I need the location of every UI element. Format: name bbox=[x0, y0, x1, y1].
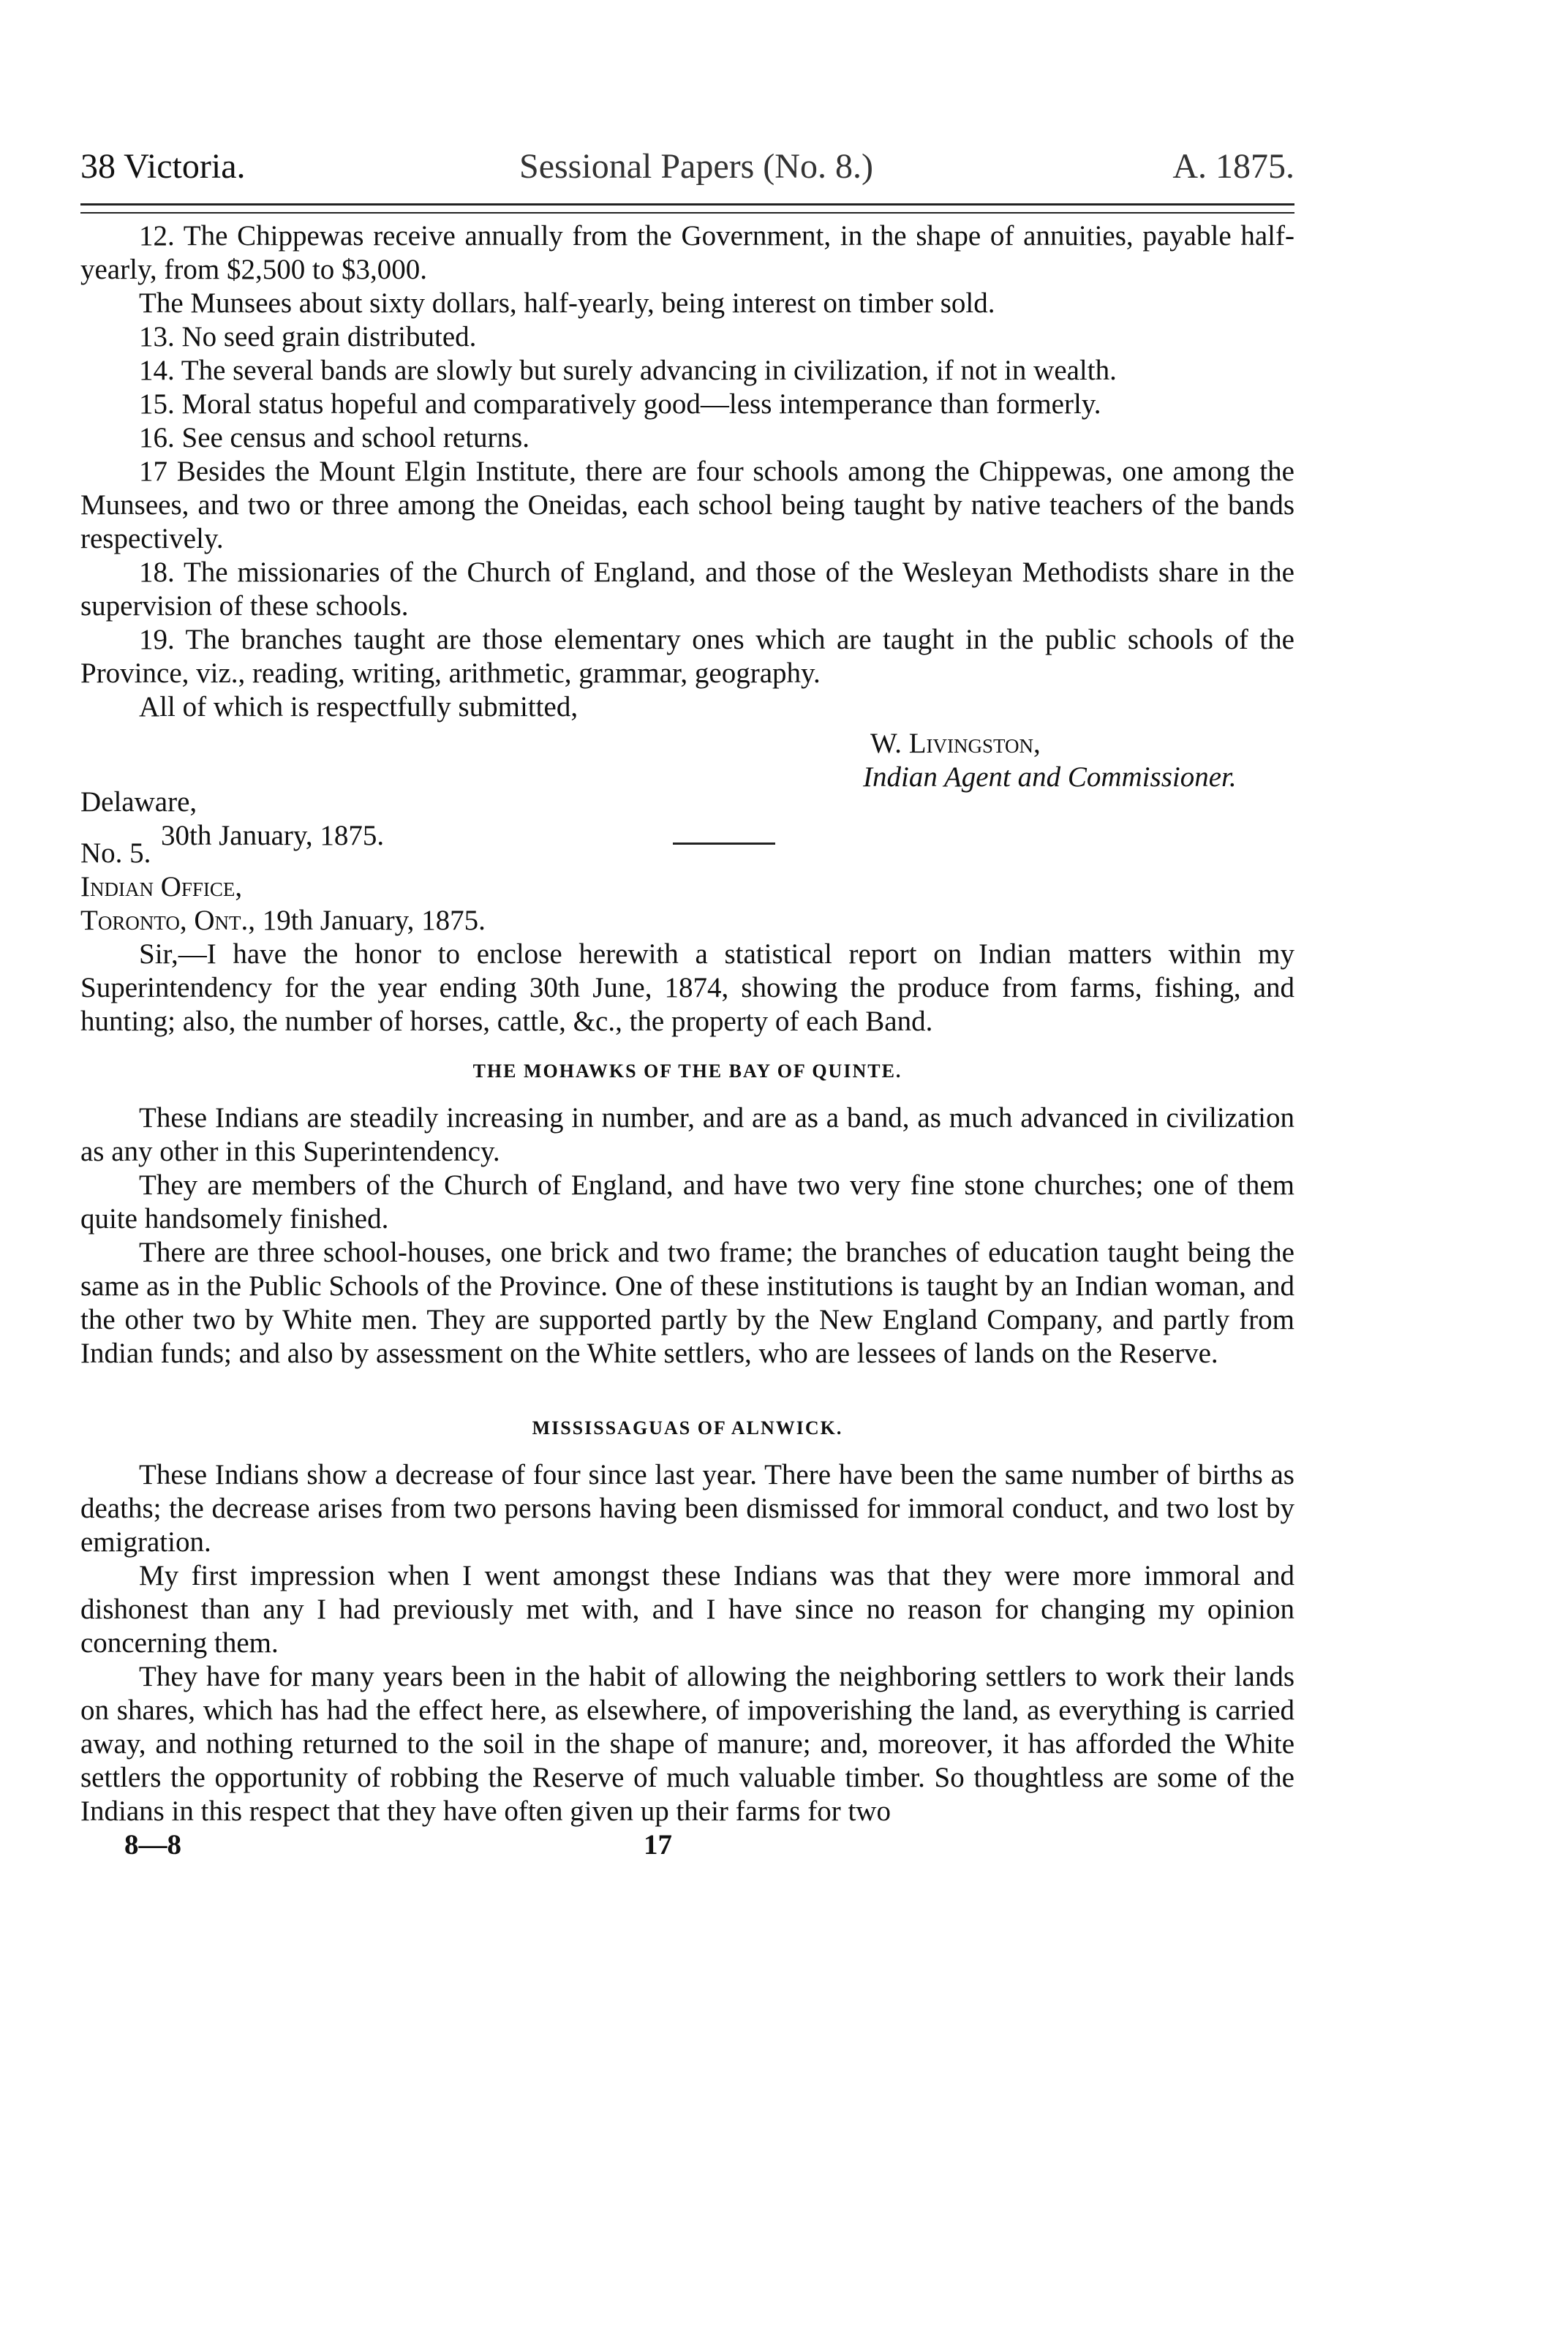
printer-signature: 8—8 bbox=[124, 1829, 181, 1861]
sign-date: 30th January, 1875. bbox=[161, 820, 385, 851]
header-papers: Sessional Papers (No. 8.) bbox=[519, 147, 873, 186]
page-number: 17 bbox=[644, 1829, 672, 1861]
header-year: A. 1875. bbox=[1172, 147, 1294, 186]
sign-place: Delaware, bbox=[80, 786, 197, 818]
mississaguas-paragraph-3: They have for many years been in the habit of allowing the neighboring settlers to work their lands on shares, which has had the effect here, as elsewhere, of impoverishing the land, as everything is carried away, and nothing returned to the soil in the shape of manure; and, moreover, it has afforded the White settlers the opportunity of robbing the Reserve of much valuable timber. So thoughtless are some of the Indians in this respect that they have often given up their farms for two bbox=[80, 1661, 1294, 1827]
paragraph-12b: The Munsees about sixty dollars, half-yearly, being interest on timber sold. bbox=[139, 287, 995, 319]
header-session: 38 Victoria. bbox=[80, 147, 246, 186]
letter-location: Toronto, Ont., bbox=[80, 905, 255, 936]
mohawks-paragraph-3: There are three school-houses, one brick and two frame; the branches of education taught being the same as in the Public Schools of the Province. One of these institutions is taught by an Indian woman, and the other two by White men. They are supported partly by the New England Company, and partly from Indian funds; and also by assessment on the White settlers, who are lessees of lands on the Reserve. bbox=[80, 1237, 1294, 1369]
paragraph-14: 14. The several bands are slowly but surely advancing in civilization, if not in wealth. bbox=[139, 355, 1117, 386]
signer-title: Indian Agent and Commissioner. bbox=[863, 761, 1237, 793]
letter-opening: Sir,—I have the honor to enclose herewith a statistical report on Indian matters within my Superintendency for the year ending 30th June, 1874, showing the produce from farms, fishing, and hunting; also, the number of horses, cattle, &c., the property of each Band. bbox=[80, 938, 1294, 1037]
header-double-rule bbox=[80, 203, 1294, 214]
section-divider bbox=[673, 843, 775, 845]
running-header bbox=[80, 146, 1294, 190]
paragraph-12: 12. The Chippewas receive annually from the Government, in the shape of annuities, payable half-yearly, from $2,500 to $3,000. bbox=[80, 220, 1294, 285]
mississaguas-paragraph-2: My first impression when I went amongst these Indians was that they were more immoral and dishonest than any I had previously met with, and I have since no reason for changing my opinion concerning them. bbox=[80, 1560, 1294, 1659]
section-heading-mississaguas: MISSISSAGUAS OF ALNWICK. bbox=[532, 1417, 843, 1439]
paragraph-16: 16. See census and school returns. bbox=[139, 422, 529, 453]
mohawks-paragraph-1: These Indians are steadily increasing in number, and are as a band, as much advanced in civilization as any other in this Superintendency. bbox=[80, 1102, 1294, 1167]
document-number: No. 5. bbox=[80, 837, 151, 869]
mississaguas-paragraph-1: These Indians show a decrease of four since last year. There have been the same number of births as deaths; the decrease arises from two persons having been dismissed for immoral conduct, and two lost by emigration. bbox=[80, 1459, 1294, 1558]
letter-place-date bbox=[80, 904, 1294, 938]
signature-block bbox=[80, 727, 1294, 851]
letter-office: Indian Office, bbox=[80, 871, 243, 902]
signer-name: W. Livingston, bbox=[870, 728, 1041, 759]
closing-line: All of which is respectfully submitted, bbox=[139, 691, 578, 723]
paragraph-18: 18. The missionaries of the Church of England, and those of the Wesleyan Methodists share in the supervision of these schools. bbox=[80, 557, 1294, 622]
section-heading-mohawks: THE MOHAWKS OF THE BAY OF QUINTE. bbox=[472, 1060, 902, 1082]
mohawks-paragraph-2: They are members of the Church of England, and have two very fine stone churches; one of them quite handsomely finished. bbox=[80, 1169, 1294, 1235]
letter-date: 19th January, 1875. bbox=[262, 905, 486, 936]
signer bbox=[863, 727, 1237, 794]
paragraph-19: 19. The branches taught are those elementary ones which are taught in the public schools of the Province, viz., reading, writing, arithmetic, grammar, geography. bbox=[80, 624, 1294, 689]
page-footer bbox=[80, 1828, 1294, 1865]
paragraph-13: 13. No seed grain distributed. bbox=[139, 321, 477, 353]
paragraph-17: 17 Besides the Mount Elgin Institute, there are four schools among the Chippewas, one among the Munsees, and two or three among the Oneidas, each school being taught by native teachers of the bands respectively. bbox=[80, 456, 1294, 554]
body-text bbox=[80, 219, 1294, 1865]
paragraph-15: 15. Moral status hopeful and comparatively good—less intemperance than formerly. bbox=[139, 388, 1101, 420]
